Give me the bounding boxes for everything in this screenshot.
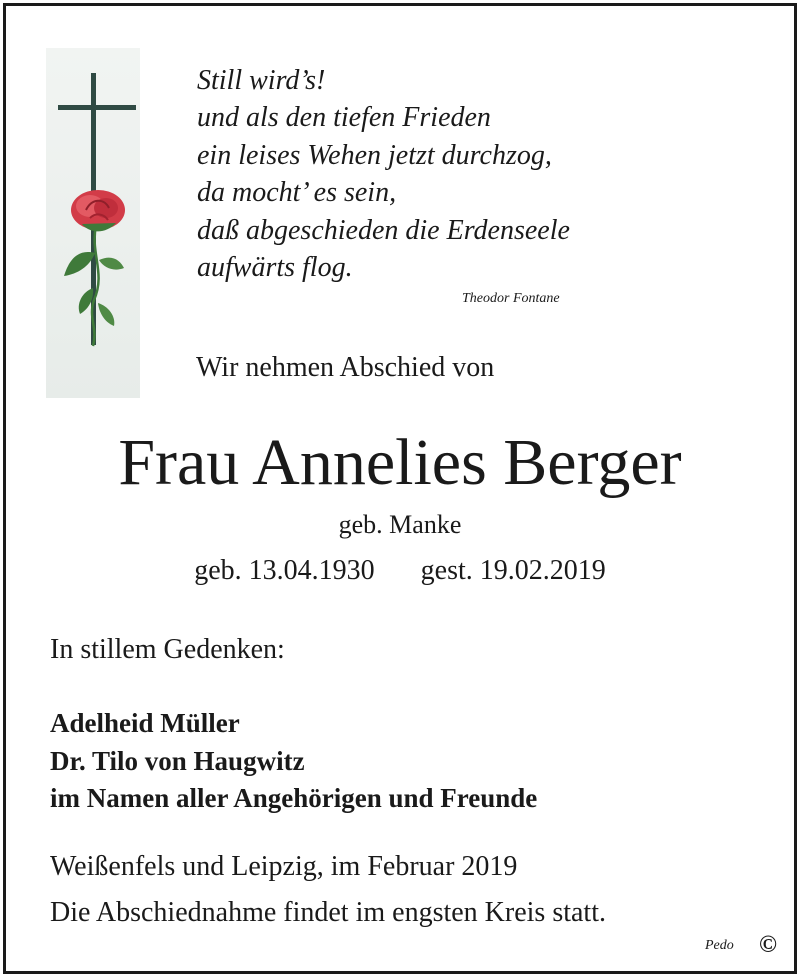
poem-line: ein leises Wehen jetzt durchzog, (197, 139, 552, 171)
life-dates (0, 555, 800, 587)
poem-line: da mocht’ es sein, (197, 177, 397, 209)
poem-line: aufwärts flog. (197, 252, 353, 284)
poem-line: Still wird’s! (197, 65, 326, 96)
cross-with-rose-icon (46, 48, 140, 398)
mourner-name: Adelheid Müller (50, 708, 240, 738)
mourner-name: Dr. Tilo von Haugwitz (50, 745, 305, 776)
deceased-name: Frau Annelies Berger (118, 426, 682, 499)
place-and-date: Weißenfels und Leipzig, im Februar 2019 (50, 851, 518, 882)
remembrance-label: In stillem Gedenken: (50, 634, 285, 665)
maiden-name: geb. Manke (338, 510, 462, 539)
designer-credit: Pedo (705, 938, 734, 953)
poem (197, 62, 570, 286)
mourner-name: im Namen aller Angehörigen und Freunde (50, 783, 538, 813)
copyright-icon: © (759, 932, 777, 958)
poem-line: daß abgeschieden die Erdenseele (197, 214, 570, 246)
farewell-intro: Wir nehmen Abschied von (196, 352, 495, 383)
birth-date: geb. 13.04.1930 (194, 555, 375, 586)
poem-line: und als den tiefen Frieden (197, 102, 491, 134)
mourners-list (50, 705, 537, 818)
farewell-note: Die Abschiednahme findet im engsten Kreis statt. (50, 897, 606, 928)
poem-author: Theodor Fontane (462, 291, 560, 306)
death-date: gest. 19.02.2019 (420, 555, 606, 586)
